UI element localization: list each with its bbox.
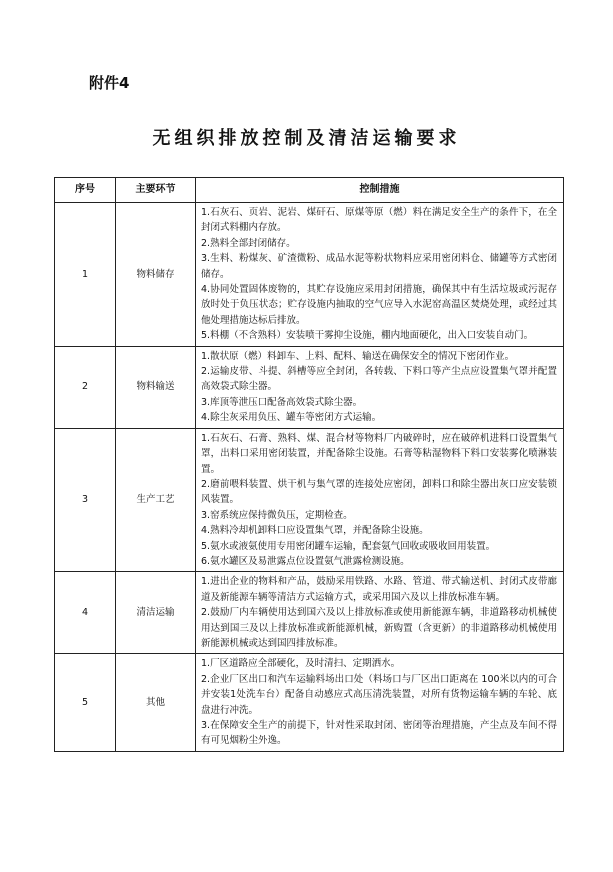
row-measures (196, 428, 564, 572)
row-stage: 物料储存 (116, 203, 196, 347)
measure-item: 4.除尘灰采用负压、罐车等密闭方式运输。 (201, 412, 382, 424)
table-row (55, 572, 564, 654)
table-row (55, 346, 564, 428)
measure-item: 4.协同处置固体废物的，其贮存设施应采用封闭措施，确保其中有生活垃圾或污泥存放时处于负压状态；贮存设施内抽取的空气应导入水泥窑高温区焚烧处理，或经过其他处理措施达标后排放。 (201, 284, 557, 326)
row-number: 1 (55, 203, 116, 347)
row-stage: 物料输送 (116, 346, 196, 428)
table-row (55, 428, 564, 572)
row-stage: 清洁运输 (116, 572, 196, 654)
measure-item: 1.进出企业的物料和产品，鼓励采用铁路、水路、管道、带式输送机、封闭式皮带廊道及新能源车辆等清洁方式运输方式，或采用国六及以上排放标准车辆。 (201, 576, 557, 603)
measure-item: 1.厂区道路应全部硬化，及时清扫、定期洒水。 (201, 658, 401, 670)
measure-item: 5.氨水或液氨使用专用密闭罐车运输，配套氨气回收或吸收回用装置。 (201, 540, 496, 552)
measure-item: 2.熟料全部封闭储存。 (201, 237, 296, 249)
page-title: 无组织排放控制及清洁运输要求 (152, 128, 461, 149)
table-header-row (55, 178, 564, 203)
row-number: 3 (55, 428, 116, 572)
row-measures (196, 346, 564, 428)
measure-item: 3.窑系统应保持微负压，定期检查。 (201, 509, 353, 521)
attachment-label: 附件4 (89, 74, 130, 92)
measure-item: 2.磨前喂料装置、烘干机与集气罩的连接处应密闭，卸料口和除尘器出灰口应安装锁风装置。 (201, 478, 557, 506)
row-stage: 其他 (116, 654, 196, 751)
row-number: 5 (55, 654, 116, 751)
header-measures: 控制措施 (196, 178, 564, 203)
row-number: 4 (55, 572, 116, 654)
table-row (55, 654, 564, 751)
measure-item: 1.石灰石、页岩、泥岩、煤矸石、原煤等原（燃）料在满足安全生产的条件下，在全封闭式料棚内存放。 (201, 207, 557, 234)
row-stage: 生产工艺 (116, 428, 196, 572)
measure-item: 1.石灰石、石膏、熟料、煤、混合材等物料厂内破碎时，应在破碎机进料口设置集气罩，出料口采用密闭装置，并配备除尘设施。石膏等粘湿物料下料口安装雾化喷淋装置。 (201, 432, 557, 475)
measure-item: 3.生料、粉煤灰、矿渣微粉、成品水泥等粉状物料应采用密闭料仓、储罐等方式密闭储存。 (201, 253, 557, 280)
measure-item: 6.氨水罐区及易泄露点位设置氨气泄露检测设施。 (201, 555, 410, 567)
measure-item: 2.鼓励厂内车辆使用达到国六及以上排放标准或使用新能源车辆，非道路移动机械使用达到国三及以上排放标准或新能源机械，新购置（含更新）的非道路移动机械使用新能源机械或达到国四排放标准。 (201, 607, 557, 649)
measure-item: 2.运输皮带、斗提、斜槽等应全封闭，各转载、下料口等产尘点应设置集气罩并配置高效袋式除尘器。 (201, 366, 557, 393)
control-measures-table (54, 177, 564, 752)
row-measures (196, 203, 564, 347)
measure-item: 2.企业厂区出口和汽车运输料场出口处（料场口与厂区出口距离在 100米以内的可合并安装1处洗车台）配备自动感应式高压清洗装置，对所有货物运输车辆的车轮、底盘进行冲洗。 (201, 673, 557, 716)
header-no: 序号 (55, 178, 116, 203)
row-measures (196, 572, 564, 654)
measure-item: 3.在保障安全生产的前提下，针对性采取封闭、密闭等治理措施，产尘点及车间不得有可见烟粉尘外逸。 (201, 720, 557, 747)
row-measures (196, 654, 564, 751)
header-stage: 主要环节 (116, 178, 196, 203)
measure-item: 4.熟料冷却机卸料口应设置集气罩，并配备除尘设施。 (201, 525, 429, 537)
measure-item: 1.散状原（燃）料卸车、上料、配料、输送在确保安全的情况下密闭作业。 (201, 350, 515, 362)
table-row (55, 203, 564, 347)
measure-item: 5.料棚（不含熟料）安装喷干雾抑尘设施，棚内地面硬化，出入口安装自动门。 (201, 330, 534, 342)
row-number: 2 (55, 346, 116, 428)
measure-item: 3.库顶等泄压口配备高效袋式除尘器。 (201, 396, 363, 408)
